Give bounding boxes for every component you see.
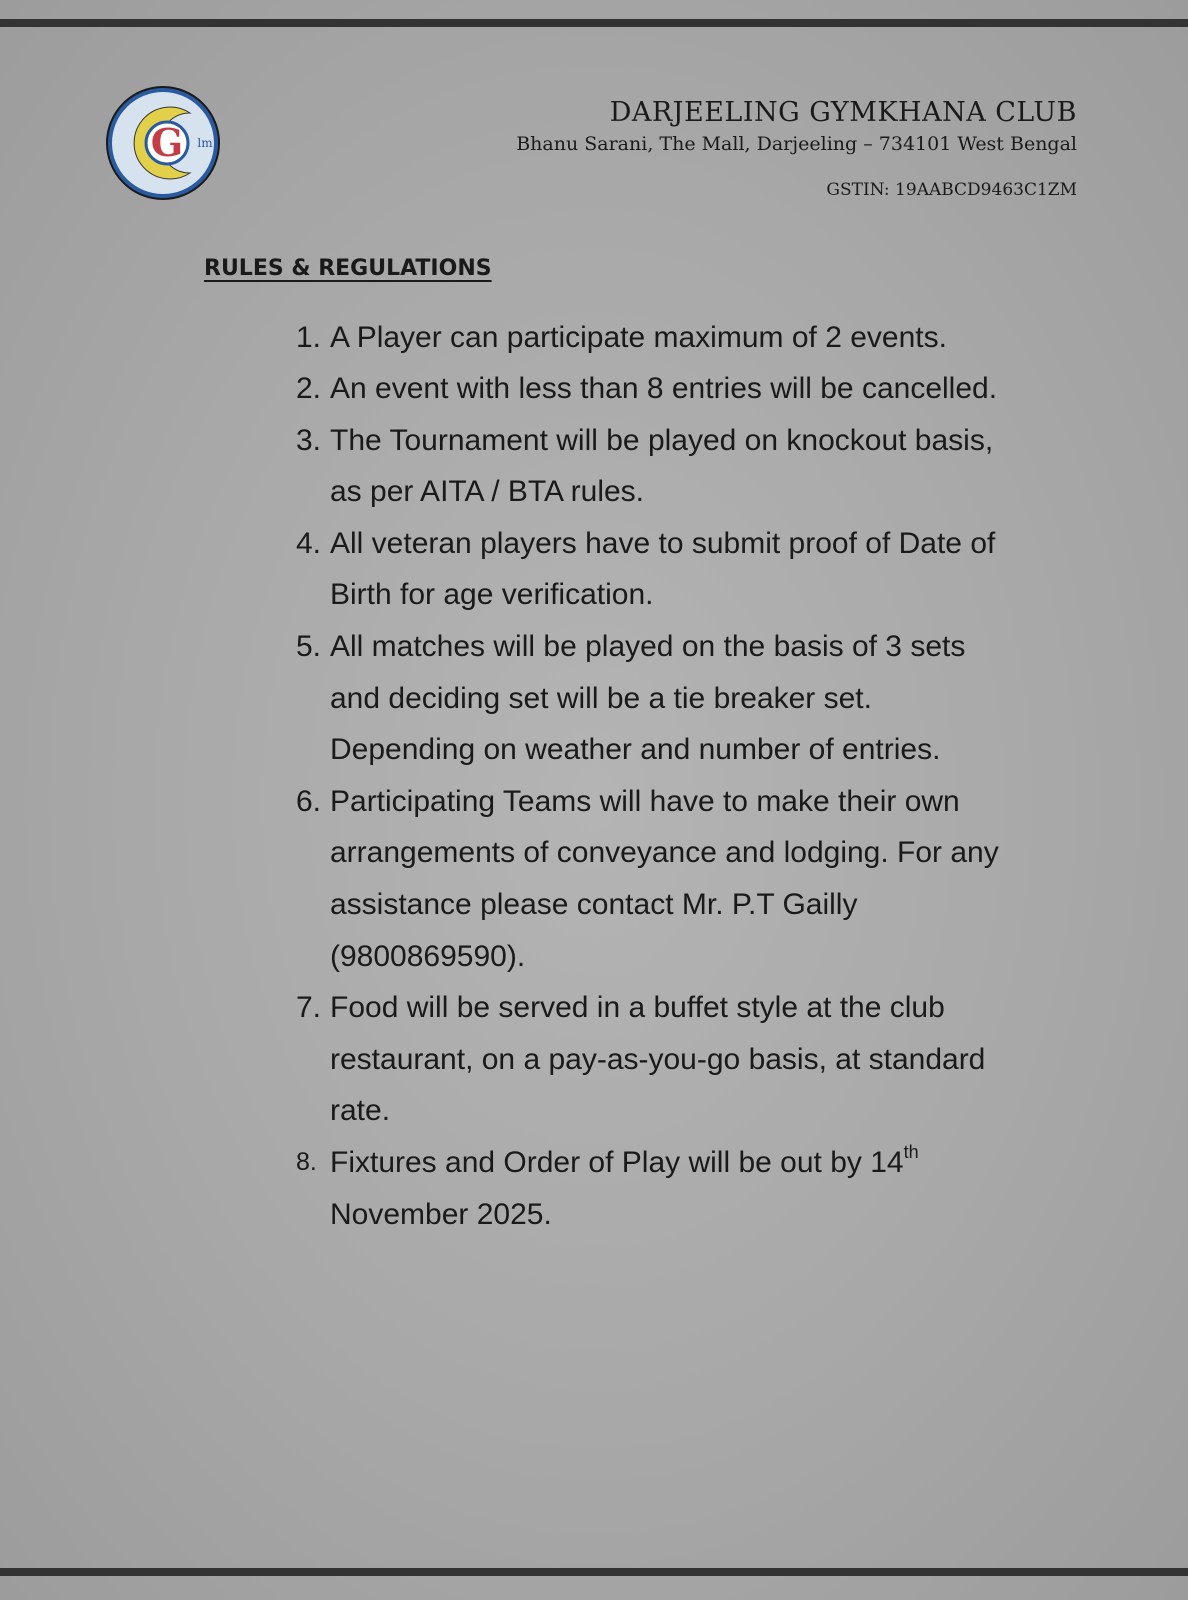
section-title: RULES & REGULATIONS — [204, 256, 492, 281]
club-name: DARJEELING GYMKHANA CLUB — [609, 97, 1077, 128]
club-address: Bhanu Sarani, The Mall, Darjeeling – 734101 West Bengal — [516, 133, 1077, 155]
rule-item — [296, 363, 1016, 415]
rule-text: Participating Teams will have to make their own arrangements of conveyance and lodging. For any assistance please contact Mr. P.T Gailly (9800869590). — [330, 784, 999, 973]
rule-text: All matches will be played on the basis of 3 sets and deciding set will be a tie breaker set. Depending on weather and number of entries. — [330, 630, 966, 767]
rule-text-after: November 2025. — [330, 1197, 552, 1231]
club-header — [516, 96, 1077, 202]
rule-text-superscript: th — [903, 1142, 919, 1162]
rule-number: 2. — [296, 372, 322, 406]
rule-text: The Tournament will be played on knockout basis, as per AITA / BTA rules. — [330, 423, 994, 509]
bottom-border-bar — [0, 1568, 1188, 1576]
rule-item — [296, 982, 1016, 1137]
club-crest-logo — [104, 84, 222, 202]
rule-text: Food will be served in a buffet style at the club restaurant, on a pay-as-you-go basis, at standard rate. — [330, 991, 986, 1128]
club-gstin: GSTIN: 19AABCD9463C1ZM — [826, 180, 1077, 200]
rule-number: 8. — [296, 1148, 317, 1176]
rule-item — [296, 621, 1016, 776]
logo-monogram: lm — [197, 136, 213, 150]
rule-number: 1. — [296, 320, 322, 354]
rule-item — [296, 1137, 1016, 1240]
rule-text-before: Fixtures and Order of Play will be out by 14 — [330, 1146, 904, 1179]
rule-number: 4. — [296, 526, 322, 560]
rule-text — [330, 1142, 919, 1231]
rule-item — [296, 776, 1016, 982]
rule-item — [296, 312, 1016, 364]
rule-text: All veteran players have to submit proof of Date of Birth for age verification. — [330, 526, 996, 612]
rule-number: 6. — [296, 784, 322, 818]
top-border-bar — [0, 19, 1188, 27]
rule-item — [296, 415, 1016, 518]
rule-number: 3. — [296, 423, 322, 457]
rule-item — [296, 518, 1016, 621]
logo-letter: G — [150, 120, 184, 165]
rule-text: An event with less than 8 entries will be cancelled. — [330, 372, 998, 406]
rule-text: A Player can participate maximum of 2 events. — [330, 320, 947, 354]
rule-number: 7. — [296, 991, 322, 1025]
rules-list — [296, 312, 1016, 1241]
rule-number: 5. — [296, 630, 322, 664]
